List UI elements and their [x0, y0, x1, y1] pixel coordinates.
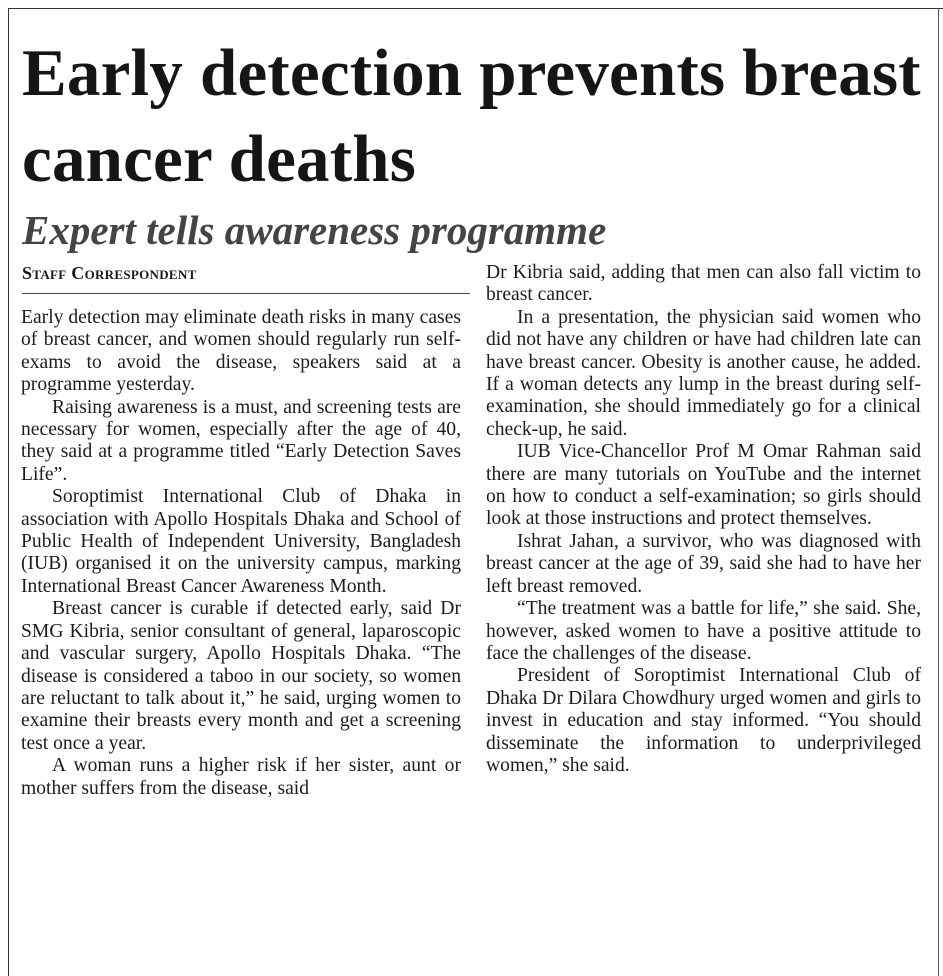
- paragraph: President of Soroptimist International Club of Dhaka Dr Dilara Chowdhury urged women and girls to invest in education and stay informed. “You should disseminate the information to underprivileged women,” she said.: [486, 665, 921, 776]
- paragraph: Breast cancer is curable if detected early, said Dr SMG Kibria, senior consultant of general, laparoscopic and vascular surgery, Apollo Hospitals Dhaka. “The disease is considered a taboo in our society, so women are reluctant to talk about it,” he said, urging women to examine their breasts every month and get a screening test once a year.: [21, 598, 461, 754]
- paragraph: Early detection may eliminate death risks in many cases of breast cancer, and women should regularly run self-exams to avoid the disease, speakers said at a programme yesterday.: [21, 307, 461, 396]
- frame-left-border: [8, 8, 9, 976]
- frame-top-border: [8, 8, 943, 9]
- article-column-right: [486, 262, 921, 777]
- article-column-left: [21, 307, 461, 800]
- paragraph: Dr Kibria said, adding that men can also fall victim to breast cancer.: [486, 262, 921, 306]
- frame-right-border: [938, 8, 939, 976]
- paragraph: Soroptimist International Club of Dhaka in association with Apollo Hospitals Dhaka and School of Public Health of Independent University, Bangladesh (IUB) organised it on the university campus, marking International Breast Cancer Awareness Month.: [21, 486, 461, 597]
- paragraph: IUB Vice-Chancellor Prof M Omar Rahman said there are many tutorials on YouTube and the internet on how to conduct a self-examination; so girls should look at those instructions and protect themselves.: [486, 441, 921, 530]
- article-headline: Early detection prevents breast cancer deaths: [22, 36, 921, 196]
- article-byline: Staff Correspondent: [22, 263, 197, 283]
- paragraph: “The treatment was a battle for life,” she said. She, however, asked women to have a positive attitude to face the challenges of the disease.: [486, 598, 921, 664]
- article-subhead: Expert tells awareness programme: [22, 207, 607, 253]
- paragraph: In a presentation, the physician said women who did not have any children or have had children late can have breast cancer. Obesity is another cause, he added. If a woman detects any lump in the breast during self-examination, she should immediately go for a clinical check-up, he said.: [486, 306, 921, 440]
- paragraph: Raising awareness is a must, and screening tests are necessary for women, especially after the age of 40, they said at a programme titled “Early Detection Saves Life”.: [21, 396, 461, 485]
- paragraph: Ishrat Jahan, a survivor, who was diagnosed with breast cancer at the age of 39, said she had to have her left breast removed.: [486, 530, 921, 597]
- byline-rule: [22, 293, 470, 294]
- paragraph: A woman runs a higher risk if her sister, aunt or mother suffers from the disease, said: [21, 755, 461, 799]
